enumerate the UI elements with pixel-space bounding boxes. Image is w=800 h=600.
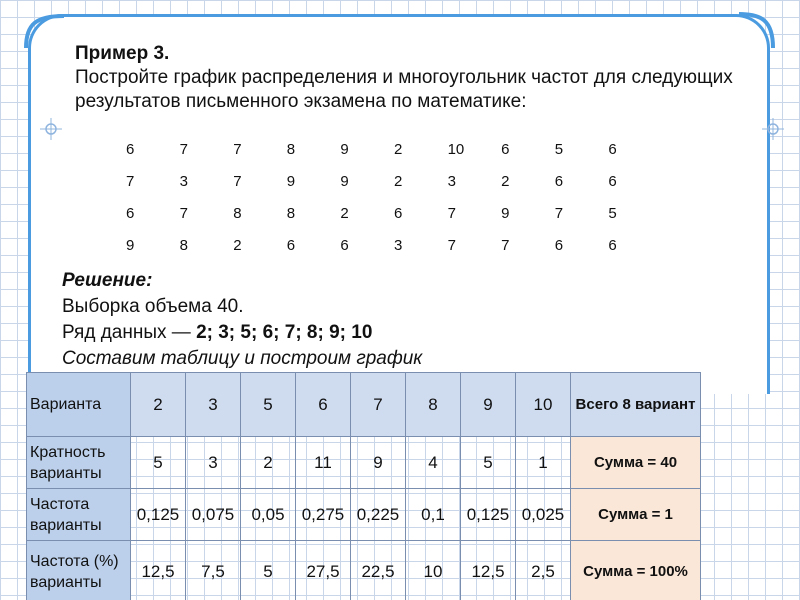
- score-cell: 2: [393, 172, 403, 190]
- score-cell: 10: [447, 140, 465, 158]
- score-cell: 2: [393, 140, 403, 158]
- score-cell: 9: [126, 236, 135, 254]
- score-cell: 2: [501, 172, 510, 190]
- total-cell: Сумма = 40: [571, 437, 701, 489]
- task-text: [75, 42, 755, 114]
- data-series-values: 2; 3; 5; 6; 7; 8; 9; 10: [196, 322, 373, 343]
- table-cell: 5: [241, 541, 296, 600]
- table-cell: 2: [131, 373, 186, 437]
- table-cell: 7,5: [186, 541, 241, 600]
- table-row-multiplicity: [27, 437, 701, 489]
- scores-row: [118, 197, 654, 229]
- score-cell: 6: [501, 140, 510, 158]
- table-cell: 3: [186, 437, 241, 489]
- score-cell: 7: [179, 140, 188, 158]
- score-cell: 3: [393, 236, 403, 254]
- table-cell: 10: [516, 373, 571, 437]
- solution-instruction: Составим таблицу и построим график: [62, 348, 423, 369]
- frequency-table: [26, 372, 701, 600]
- table-cell: 0,075: [186, 489, 241, 541]
- score-cell: 6: [126, 204, 135, 222]
- score-cell: 6: [608, 236, 617, 254]
- task-description: Постройте график распределения и многоугольник частот для следующих результатов письменного экзамена по математике:: [75, 67, 733, 112]
- score-cell: 8: [286, 204, 296, 222]
- table-cell: 0,125: [131, 489, 186, 541]
- score-cell: 8: [286, 140, 296, 158]
- table-cell: 2,5: [516, 541, 571, 600]
- table-row-variant: [27, 373, 701, 437]
- score-cell: 7: [126, 172, 135, 190]
- table-cell: 9: [461, 373, 516, 437]
- row-header: Варианта: [27, 373, 131, 437]
- crosshair-right-icon: [762, 118, 784, 145]
- table-cell: 12,5: [461, 541, 516, 600]
- data-series-prefix: Ряд данных —: [62, 322, 197, 343]
- score-cell: 2: [233, 236, 242, 254]
- table-row-frequency-percent: [27, 541, 701, 600]
- table-cell: 11: [296, 437, 351, 489]
- table-cell: 0,025: [516, 489, 571, 541]
- scores-row: [118, 165, 654, 197]
- total-cell: Сумма = 1: [571, 489, 701, 541]
- table-cell: 6: [296, 373, 351, 437]
- score-cell: 7: [233, 140, 242, 158]
- solution-block: [62, 268, 422, 372]
- table-cell: 0,05: [241, 489, 296, 541]
- score-cell: 5: [554, 140, 564, 158]
- score-cell: 7: [554, 204, 564, 222]
- table-cell: 4: [406, 437, 461, 489]
- score-cell: 5: [608, 204, 617, 222]
- score-cell: 8: [233, 204, 242, 222]
- table-cell: 5: [131, 437, 186, 489]
- scores-row: [118, 133, 654, 165]
- score-cell: 9: [286, 172, 296, 190]
- scores-row: [118, 229, 654, 261]
- score-cell: 9: [340, 140, 349, 158]
- score-cell: 2: [340, 204, 349, 222]
- table-cell: 2: [241, 437, 296, 489]
- score-cell: 7: [501, 236, 510, 254]
- score-cell: 7: [447, 236, 456, 254]
- corner-curl-left-icon: [22, 10, 68, 50]
- score-cell: 6: [554, 172, 564, 190]
- score-cell: 3: [447, 172, 456, 190]
- sample-size-text: Выборка объема 40.: [62, 296, 244, 317]
- score-cell: 6: [126, 140, 135, 158]
- table-cell: 10: [406, 541, 461, 600]
- table-cell: 5: [461, 437, 516, 489]
- table-cell: 1: [516, 437, 571, 489]
- table-cell: 0,275: [296, 489, 351, 541]
- score-cell: 6: [286, 236, 296, 254]
- score-cell: 7: [179, 204, 188, 222]
- table-cell: 0,125: [461, 489, 516, 541]
- score-cell: 6: [608, 172, 617, 190]
- score-cell: 6: [554, 236, 564, 254]
- score-cell: 6: [608, 140, 617, 158]
- row-header: Кратность варианты: [27, 437, 131, 489]
- crosshair-left-icon: [40, 118, 62, 145]
- score-cell: 7: [447, 204, 456, 222]
- table-cell: 8: [406, 373, 461, 437]
- data-series-line: [62, 320, 422, 346]
- table-cell: 0,1: [406, 489, 461, 541]
- score-cell: 3: [179, 172, 188, 190]
- table-cell: 22,5: [351, 541, 406, 600]
- table-cell: 3: [186, 373, 241, 437]
- table-cell: 5: [241, 373, 296, 437]
- score-cell: 6: [393, 204, 403, 222]
- row-header: Частота варианты: [27, 489, 131, 541]
- table-cell: 7: [351, 373, 406, 437]
- table-cell: 9: [351, 437, 406, 489]
- example-title: Пример 3.: [75, 43, 170, 64]
- score-cell: 9: [501, 204, 510, 222]
- total-cell: Сумма = 100%: [571, 541, 701, 600]
- table-row-frequency: [27, 489, 701, 541]
- score-cell: 9: [340, 172, 349, 190]
- table-cell: 0,225: [351, 489, 406, 541]
- score-cell: 7: [233, 172, 242, 190]
- table-cell: 27,5: [296, 541, 351, 600]
- table-cell: 12,5: [131, 541, 186, 600]
- total-cell: Всего 8 вариант: [571, 373, 701, 437]
- score-cell: 8: [179, 236, 188, 254]
- solution-heading: Решение:: [62, 270, 153, 291]
- scores-grid: [118, 133, 654, 261]
- score-cell: 6: [340, 236, 349, 254]
- row-header: Частота (%) варианты: [27, 541, 131, 600]
